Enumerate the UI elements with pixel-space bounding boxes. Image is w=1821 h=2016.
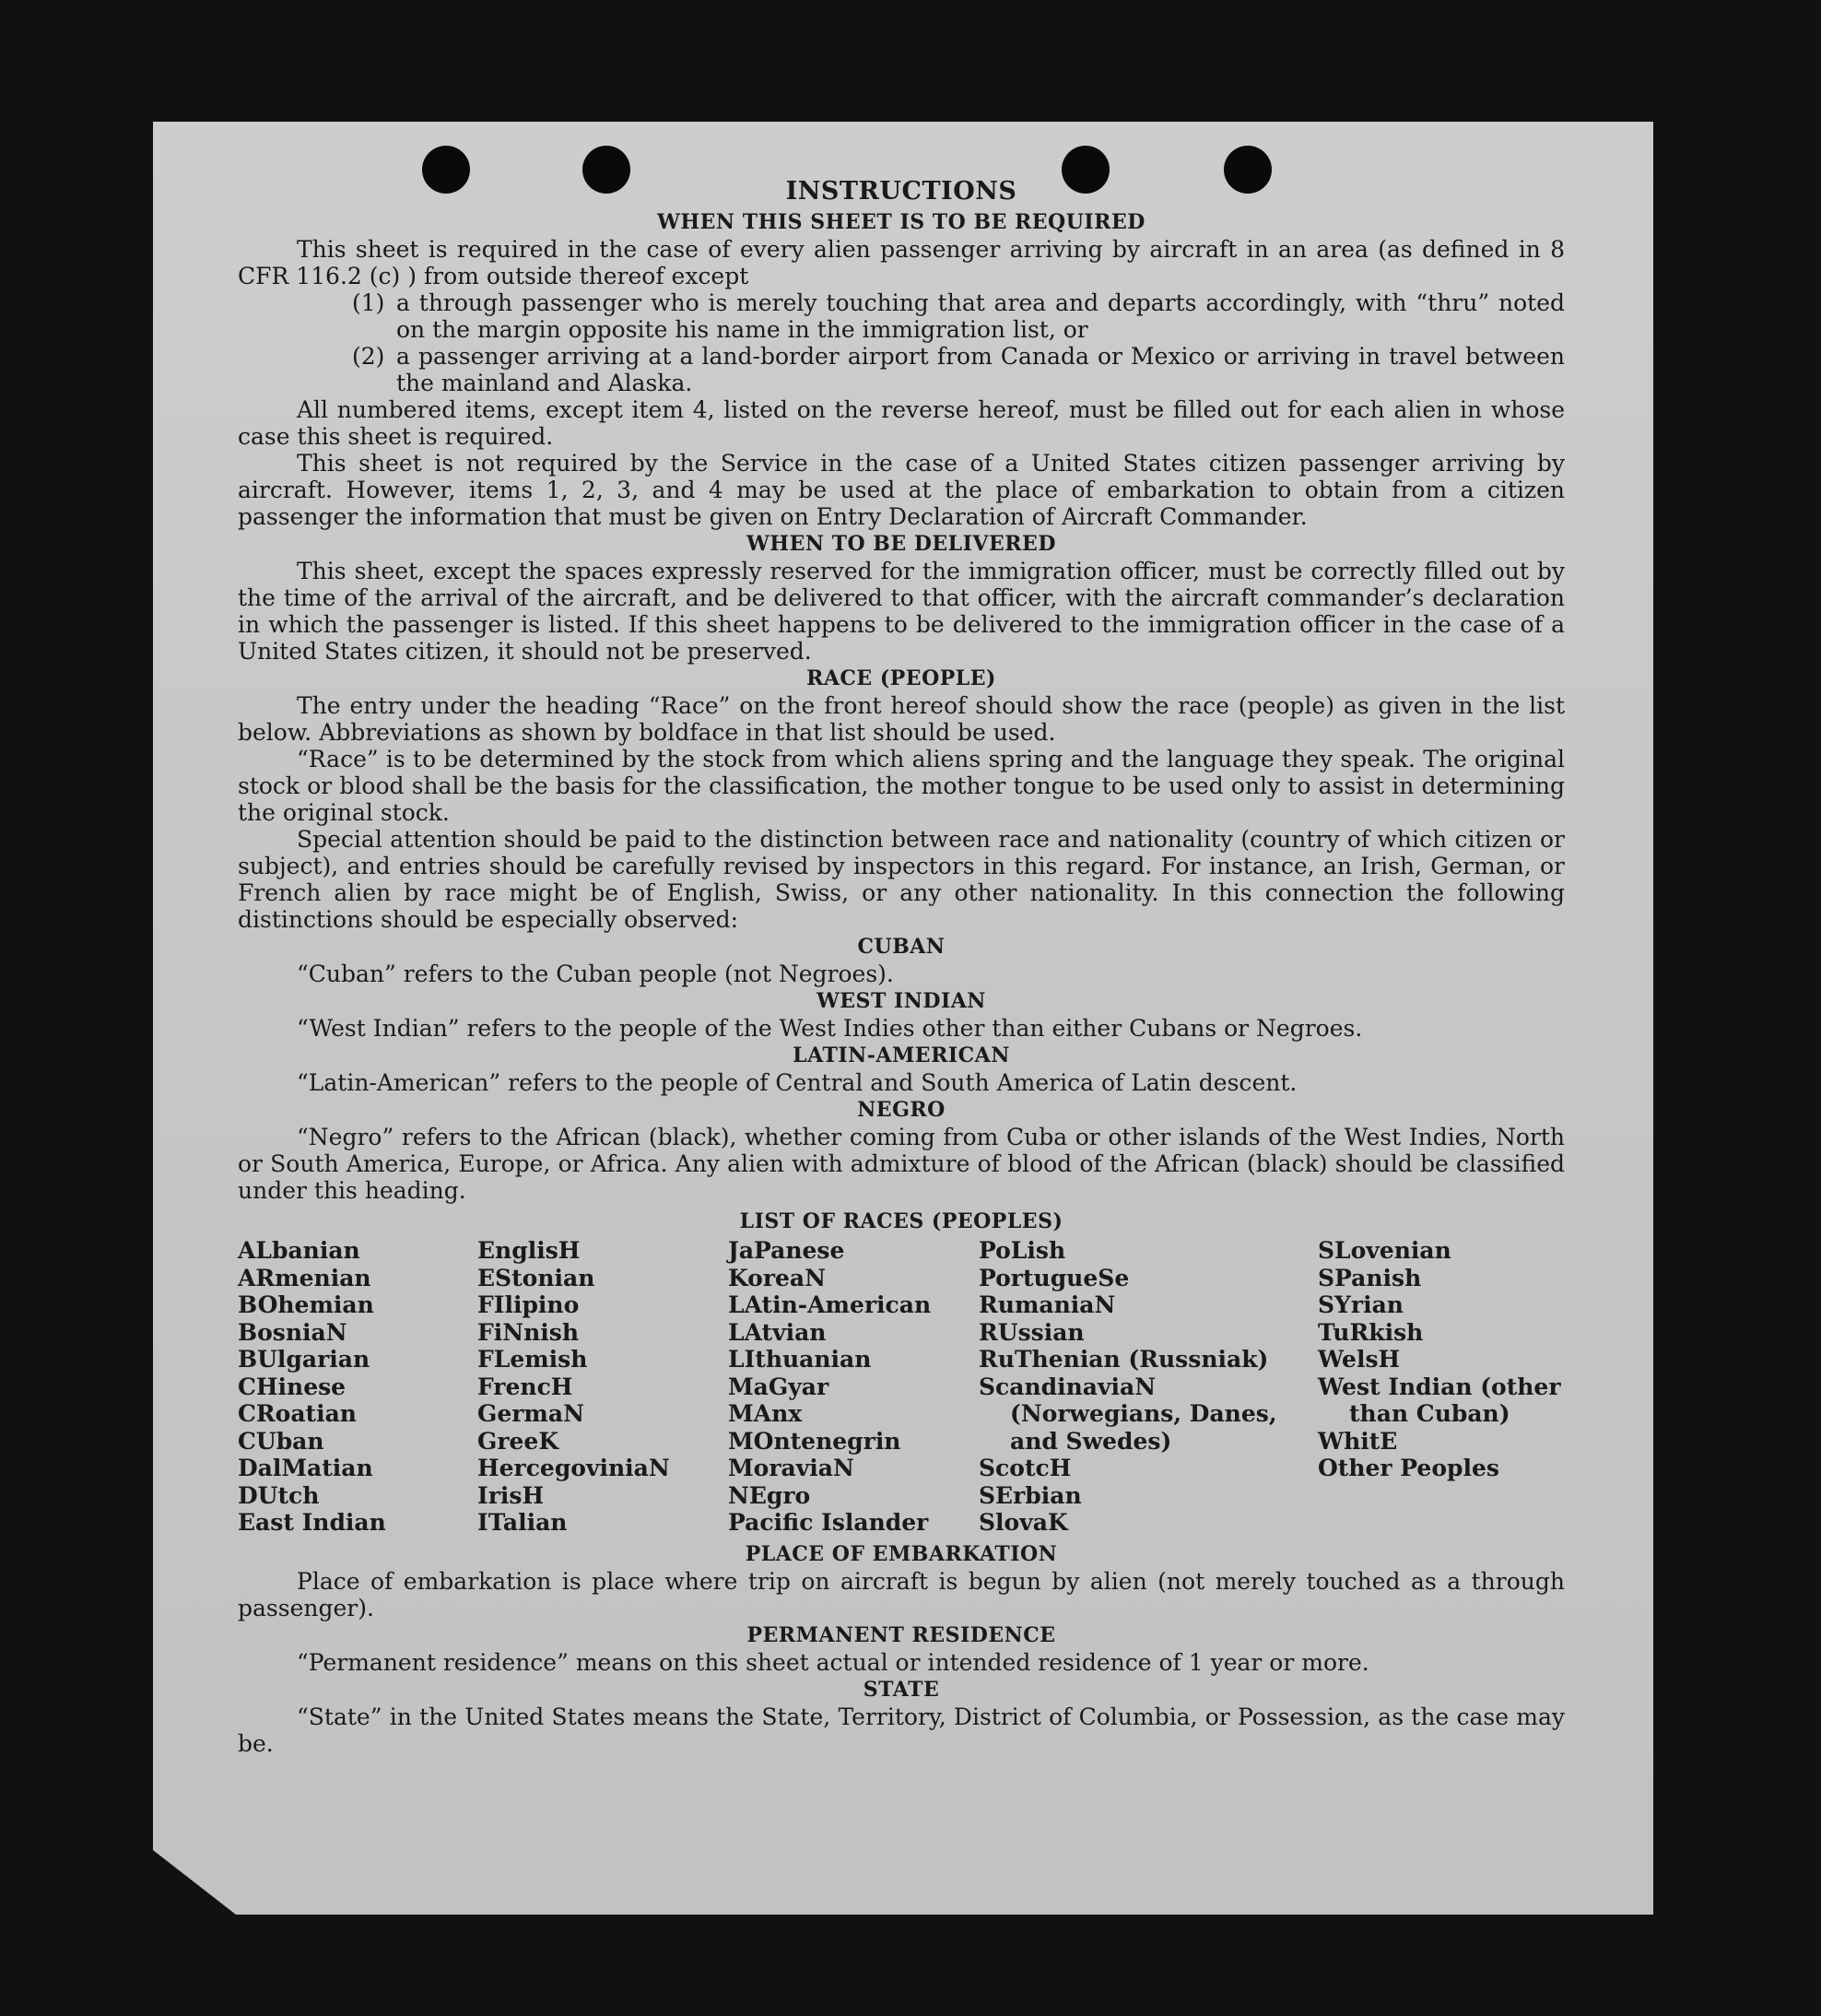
section-heading-races-list: LIST OF RACES (PEOPLES) (739, 1209, 1063, 1233)
section-heading-cuban: CUBAN (857, 935, 946, 959)
race-entry: ARmenian (238, 1264, 371, 1291)
residence-text: “Permanent residence” means on this sheet actual or intended residence of 1 year or more. (297, 1648, 1369, 1676)
section-heading-when-delivered: WHEN TO BE DELIVERED (746, 532, 1056, 556)
race-entry: ScandinaviaN (Norwegians, Danes, and Swedes) (979, 1373, 1277, 1455)
race-entry: SYrian (1318, 1291, 1404, 1318)
race-entry: MAnx (728, 1400, 803, 1427)
races-column-4 (979, 1237, 1318, 1537)
race-entry: PortugueSe (979, 1264, 1130, 1291)
state-text: “State” in the United States means the State, Territory, District of Columbia, or Possession, as the case may be. (238, 1703, 1565, 1757)
race-entry: JaPanese (728, 1237, 845, 1264)
when-delivered-text: This sheet, except the spaces expressly reserved for the immigration officer, must be correctly filled out by the time of the arrival of the aircraft, and be delivered to that officer, with the aircraft commander’s declaration in which the passenger is listed. If this sheet happens to be delivered to the immigration officer in the case of a United States citizen, it should not be preserved. (238, 558, 1565, 665)
item-number: (2) (352, 343, 385, 370)
race-entry: LAtvian (728, 1318, 827, 1346)
page-title: INSTRUCTIONS (785, 177, 1017, 206)
section-heading-west-indian: WEST INDIAN (817, 989, 986, 1013)
section-heading-race: RACE (PEOPLE) (806, 666, 996, 690)
when-required-para-2: All numbered items, except item 4, listed on the reverse hereof, must be filled out for each alien in whose case this sheet is required. (238, 396, 1565, 450)
races-column-1 (238, 1237, 477, 1537)
when-required-intro: This sheet is required in the case of every alien passenger arriving by aircraft in an area (as defined in 8 CFR 116.2 (c) ) from outside thereof except (238, 236, 1565, 289)
race-entry: IrisH (477, 1481, 545, 1509)
race-entry: FiNnish (477, 1318, 580, 1346)
document-page (153, 122, 1653, 1915)
section-heading-latin-american: LATIN-AMERICAN (793, 1043, 1010, 1067)
race-entry: FrencH (477, 1373, 573, 1400)
race-entry: RUssian (979, 1318, 1085, 1346)
section-heading-negro: NEGRO (857, 1098, 946, 1122)
race-entry: Other Peoples (1318, 1455, 1499, 1481)
race-entry: CHinese (238, 1373, 347, 1400)
race-entry: FIlipino (477, 1291, 580, 1318)
negro-text: “Negro” refers to the African (black), whether coming from Cuba or other islands of the West Indies, North or South America, Europe, or Africa. Any alien with admixture of blood of the African (black) should be classified under this heading. (238, 1124, 1565, 1204)
race-entry: RuThenian (Russniak) (979, 1346, 1269, 1373)
section-heading-state: STATE (863, 1677, 940, 1702)
race-entry: BosniaN (238, 1318, 347, 1346)
race-entry: GermaN (477, 1400, 584, 1427)
race-entry: LAtin-American (728, 1291, 932, 1318)
race-entry: WhitE (1318, 1427, 1398, 1455)
race-entry: EnglisH (477, 1237, 581, 1264)
race-para-2: “Race” is to be determined by the stock from which aliens spring and the language they speak. The original stock or blood shall be the basis for the classification, the mother tongue to be used only to assist in determining the original stock. (238, 746, 1565, 826)
race-entry: WelsH (1318, 1346, 1401, 1373)
section-heading-when-required: WHEN THIS SHEET IS TO BE REQUIRED (657, 210, 1145, 234)
race-entry: BUlgarian (238, 1346, 370, 1373)
race-entry: PoLish (979, 1237, 1066, 1264)
race-entry: CRoatian (238, 1400, 357, 1427)
race-entry: EStonian (477, 1264, 595, 1291)
race-entry: MaGyar (728, 1373, 829, 1400)
race-entry: West Indian (other than Cuban) (1318, 1373, 1561, 1427)
race-entry: FLemish (477, 1346, 588, 1373)
section-heading-embarkation: PLACE OF EMBARKATION (745, 1541, 1058, 1566)
race-entry: NEgro (728, 1481, 811, 1509)
embarkation-text: Place of embarkation is place where trip on aircraft is begun by alien (not merely touched as a through passenger). (238, 1567, 1565, 1621)
race-entry: SErbian (979, 1481, 1082, 1509)
race-entry: Pacific Islander (728, 1509, 929, 1536)
races-column-2 (477, 1237, 728, 1537)
item-number: (1) (352, 289, 385, 316)
section-heading-residence: PERMANENT RESIDENCE (746, 1622, 1056, 1647)
race-entry: SLovenian (1318, 1237, 1451, 1264)
race-entry: ALbanian (238, 1237, 360, 1264)
race-entry: MOntenegrin (728, 1427, 901, 1455)
race-entry: KoreaN (728, 1264, 826, 1291)
race-entry: MoraviaN (728, 1455, 854, 1481)
cuban-text: “Cuban” refers to the Cuban people (not Negroes). (297, 961, 894, 987)
torn-corner (153, 1850, 236, 1915)
west-indian-text: “West Indian” refers to the people of the West Indies other than either Cubans or Negroes. (297, 1015, 1363, 1042)
race-entry: LIthuanian (728, 1346, 872, 1373)
race-entry: SPanish (1318, 1264, 1422, 1291)
race-entry: ITalian (477, 1509, 568, 1536)
race-entry: HercegoviniaN (477, 1455, 670, 1481)
races-column-5 (1318, 1237, 1565, 1537)
instructions-body (238, 177, 1565, 1757)
race-entry: East Indian (238, 1509, 386, 1536)
latin-american-text: “Latin-American” refers to the people of Central and South America of Latin descent. (297, 1069, 1298, 1096)
race-entry: GreeK (477, 1427, 559, 1455)
race-entry: SlovaK (979, 1509, 1068, 1536)
item-text: a passenger arriving at a land-border airport from Canada or Mexico or arriving in travel between the mainland and Alaska. (396, 343, 1565, 396)
race-entry: BOhemian (238, 1291, 374, 1318)
when-required-para-3: This sheet is not required by the Service in the case of a United States citizen passenger arriving by aircraft. However, items 1, 2, 3, and 4 may be used at the place of embarkation to obtain from a citizen passenger the information that must be given on Entry Declaration of Aircraft Commander. (238, 450, 1565, 530)
exception-item-1 (352, 289, 1565, 343)
race-entry: TuRkish (1318, 1318, 1424, 1346)
race-entry: ScotcH (979, 1455, 1072, 1481)
race-entry: DUtch (238, 1481, 320, 1509)
races-column-3 (728, 1237, 979, 1537)
race-entry: RumaniaN (979, 1291, 1116, 1318)
race-para-1: The entry under the heading “Race” on the front hereof should show the race (people) as given in the list below. Abbreviations as shown by boldface in that list should be used. (238, 692, 1565, 746)
race-entry: CUban (238, 1427, 324, 1455)
exception-item-2 (352, 343, 1565, 396)
races-list (238, 1237, 1565, 1537)
race-entry: DalMatian (238, 1455, 373, 1481)
race-para-3: Special attention should be paid to the distinction between race and nationality (country of which citizen or subject), and entries should be carefully revised by inspectors in this regard. For instance, an Irish, German, or French alien by race might be of English, Swiss, or any other nationality. In this connection the following distinctions should be especially observed: (238, 826, 1565, 933)
item-text: a through passenger who is merely touching that area and departs accordingly, with “thru” noted on the margin opposite his name in the immigration list, or (396, 289, 1565, 343)
